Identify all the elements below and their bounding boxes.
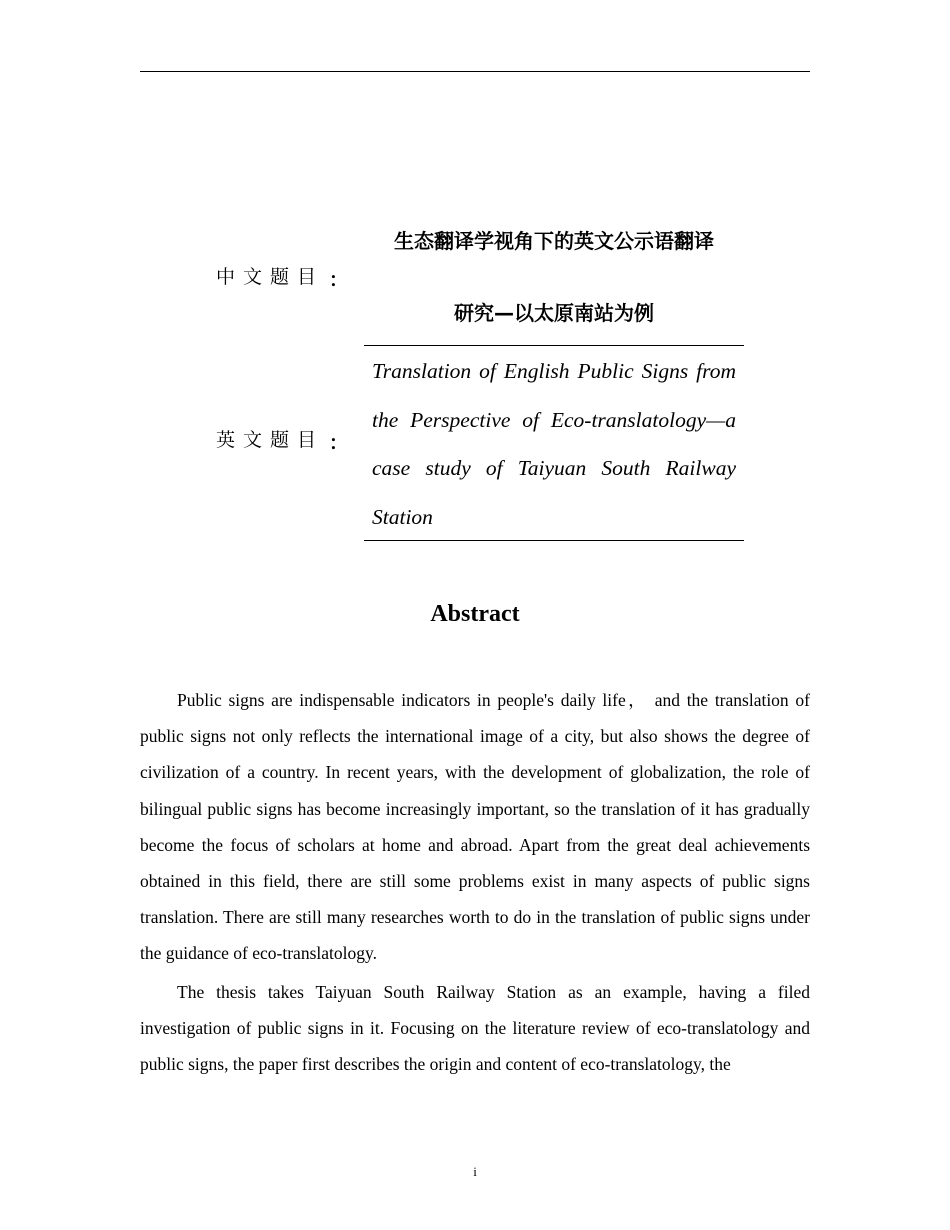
- page-number: i: [473, 1164, 477, 1179]
- chinese-title-underline: [364, 345, 744, 346]
- header-rule: [140, 71, 810, 72]
- abstract-paragraph-2: The thesis takes Taiyuan South Railway Station as an example, having a filed investigation of public signs in it. Focusing on the literature review of eco-translatology and public signs, the paper first describes the origin and content of eco-translatology, the: [140, 981, 810, 1075]
- english-title: Translation of English Public Signs from the Perspective of Eco-translatology—a case study of Taiyuan South Railway Station: [372, 359, 736, 529]
- english-title-underline: [364, 540, 744, 541]
- abstract-heading: Abstract: [430, 601, 520, 627]
- abstract-body: [140, 682, 810, 1084]
- chinese-title-line-1: 生态翻译学视角下的英文公示语翻译: [394, 229, 714, 253]
- english-title-colon: ：: [329, 432, 349, 454]
- abstract-paragraph-1: Public signs are indispensable indicators in people's daily life， and the translation of public signs not only reflects the international image of a city, but also shows the degree of civilization of a country. In recent years, with the development of globalization, the role of bilingual public signs has become increasingly important, so the translation of it has gradually become the focus of scholars at home and abroad. Apart from the great deal achievements obtained in this field, there are still some problems exist in many aspects of public signs translation. There are still many researches worth to do in the translation of public signs under the guidance of eco-translatology.: [140, 690, 810, 964]
- chinese-title-colon: ：: [329, 269, 349, 291]
- chinese-title-label: 中文题目: [216, 266, 325, 288]
- chinese-title-line-2: 研究—以太原南站为例: [454, 301, 654, 325]
- english-title-label: 英文题目: [216, 429, 325, 451]
